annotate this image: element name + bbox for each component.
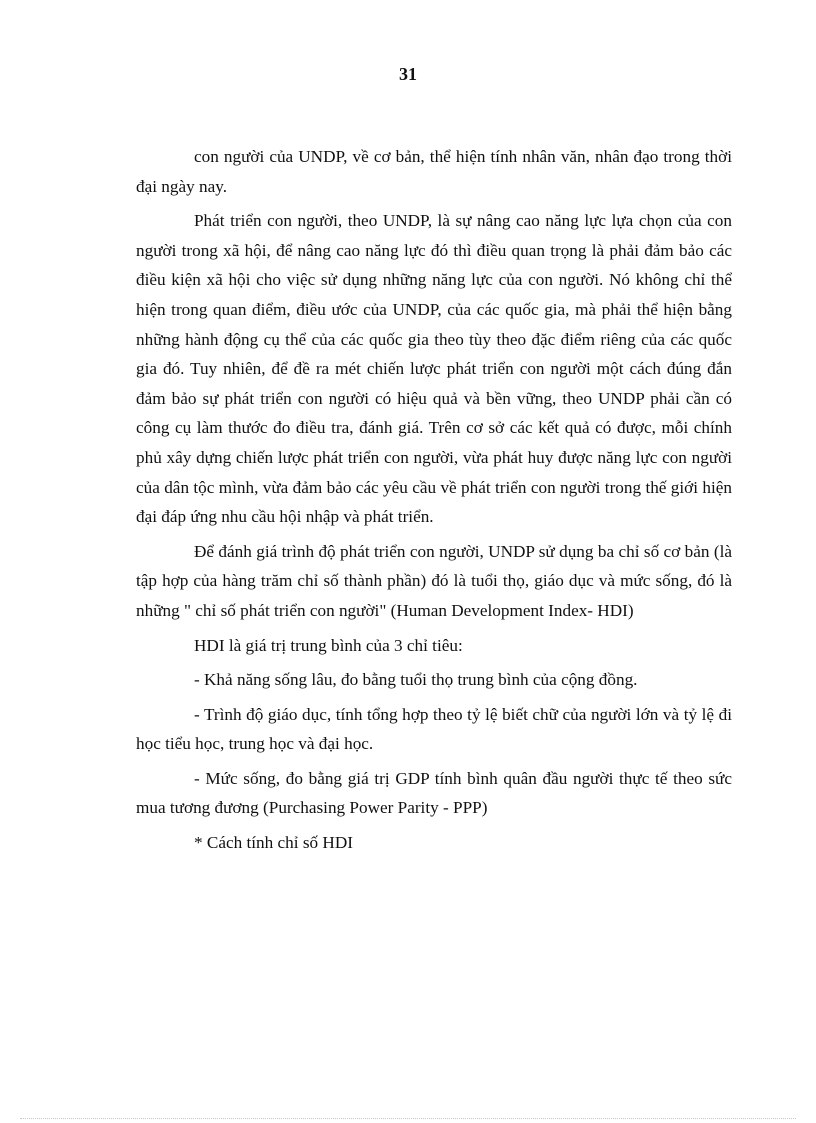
page-number: 31	[399, 64, 417, 84]
paragraph-hdi-definition: HDI là giá trị trung bình của 3 chỉ tiêu:	[194, 635, 463, 655]
section-heading-hdi-calculation: * Cách tính chỉ số HDI	[194, 833, 353, 853]
list-item-life-expectancy: - Khả năng sống lâu, đo bằng tuổi thọ trung bình của cộng đồng.	[194, 670, 638, 690]
list-item-education: - Trình độ giáo dục, tính tổng hợp theo tỷ lệ biết chữ của người lớn và tỷ lệ đi học tiểu học, trung học và đại học.	[136, 704, 732, 754]
list-item-living-standard: - Mức sống, đo bằng giá trị GDP tính bình quân đầu người thực tế theo sức mua tương đương (Purchasing Power Parity - PPP)	[136, 768, 732, 818]
paragraph-hdi-evaluation: Để đánh giá trình độ phát triển con người, UNDP sử dụng ba chỉ số cơ bản (là tập hợp của hàng trăm chỉ số thành phần) đó là tuổi thọ, giáo dục và mức sống, đó là những " chỉ số phát triển con người" (Human Development Index- HDI)	[136, 541, 732, 620]
paragraph-human-development: Phát triển con người, theo UNDP, là sự nâng cao năng lực lựa chọn của con người trong xã hội, để nâng cao năng lực đó thì điều quan trọng là phải đảm bảo các điều kiện xã hội cho việc sử dụng những năng lực của con người. Nó không chỉ thể hiện trong quan điểm, điều ước của UNDP, của các quốc gia, mà phải thể hiện bằng những hành động cụ thể của các quốc gia theo tùy theo đặc điểm riêng của các quốc gia đó. Tuy nhiên, để đề ra mét chiến lược phát triển con người một cách đúng đắn đảm bảo sự phát triển con người có hiệu quả và bền vững, theo UNDP phải cần có công cụ làm thước đo điều tra, đánh giá. Trên cơ sở các kết quả có được, mỗi chính phủ xây dựng chiến lược phát triển con người, vừa phát huy được năng lực con người của dân tộc mình, vừa đảm bảo các yêu cầu về phát triển con người trong thế giới hiện đại đáp ứng nhu cầu hội nhập và phát triển.	[136, 211, 732, 527]
paragraph-continuation: con người của UNDP, về cơ bản, thể hiện tính nhân văn, nhân đạo trong thời đại ngày nay.	[136, 147, 732, 196]
document-body	[136, 142, 732, 863]
footer-divider	[20, 1118, 796, 1119]
